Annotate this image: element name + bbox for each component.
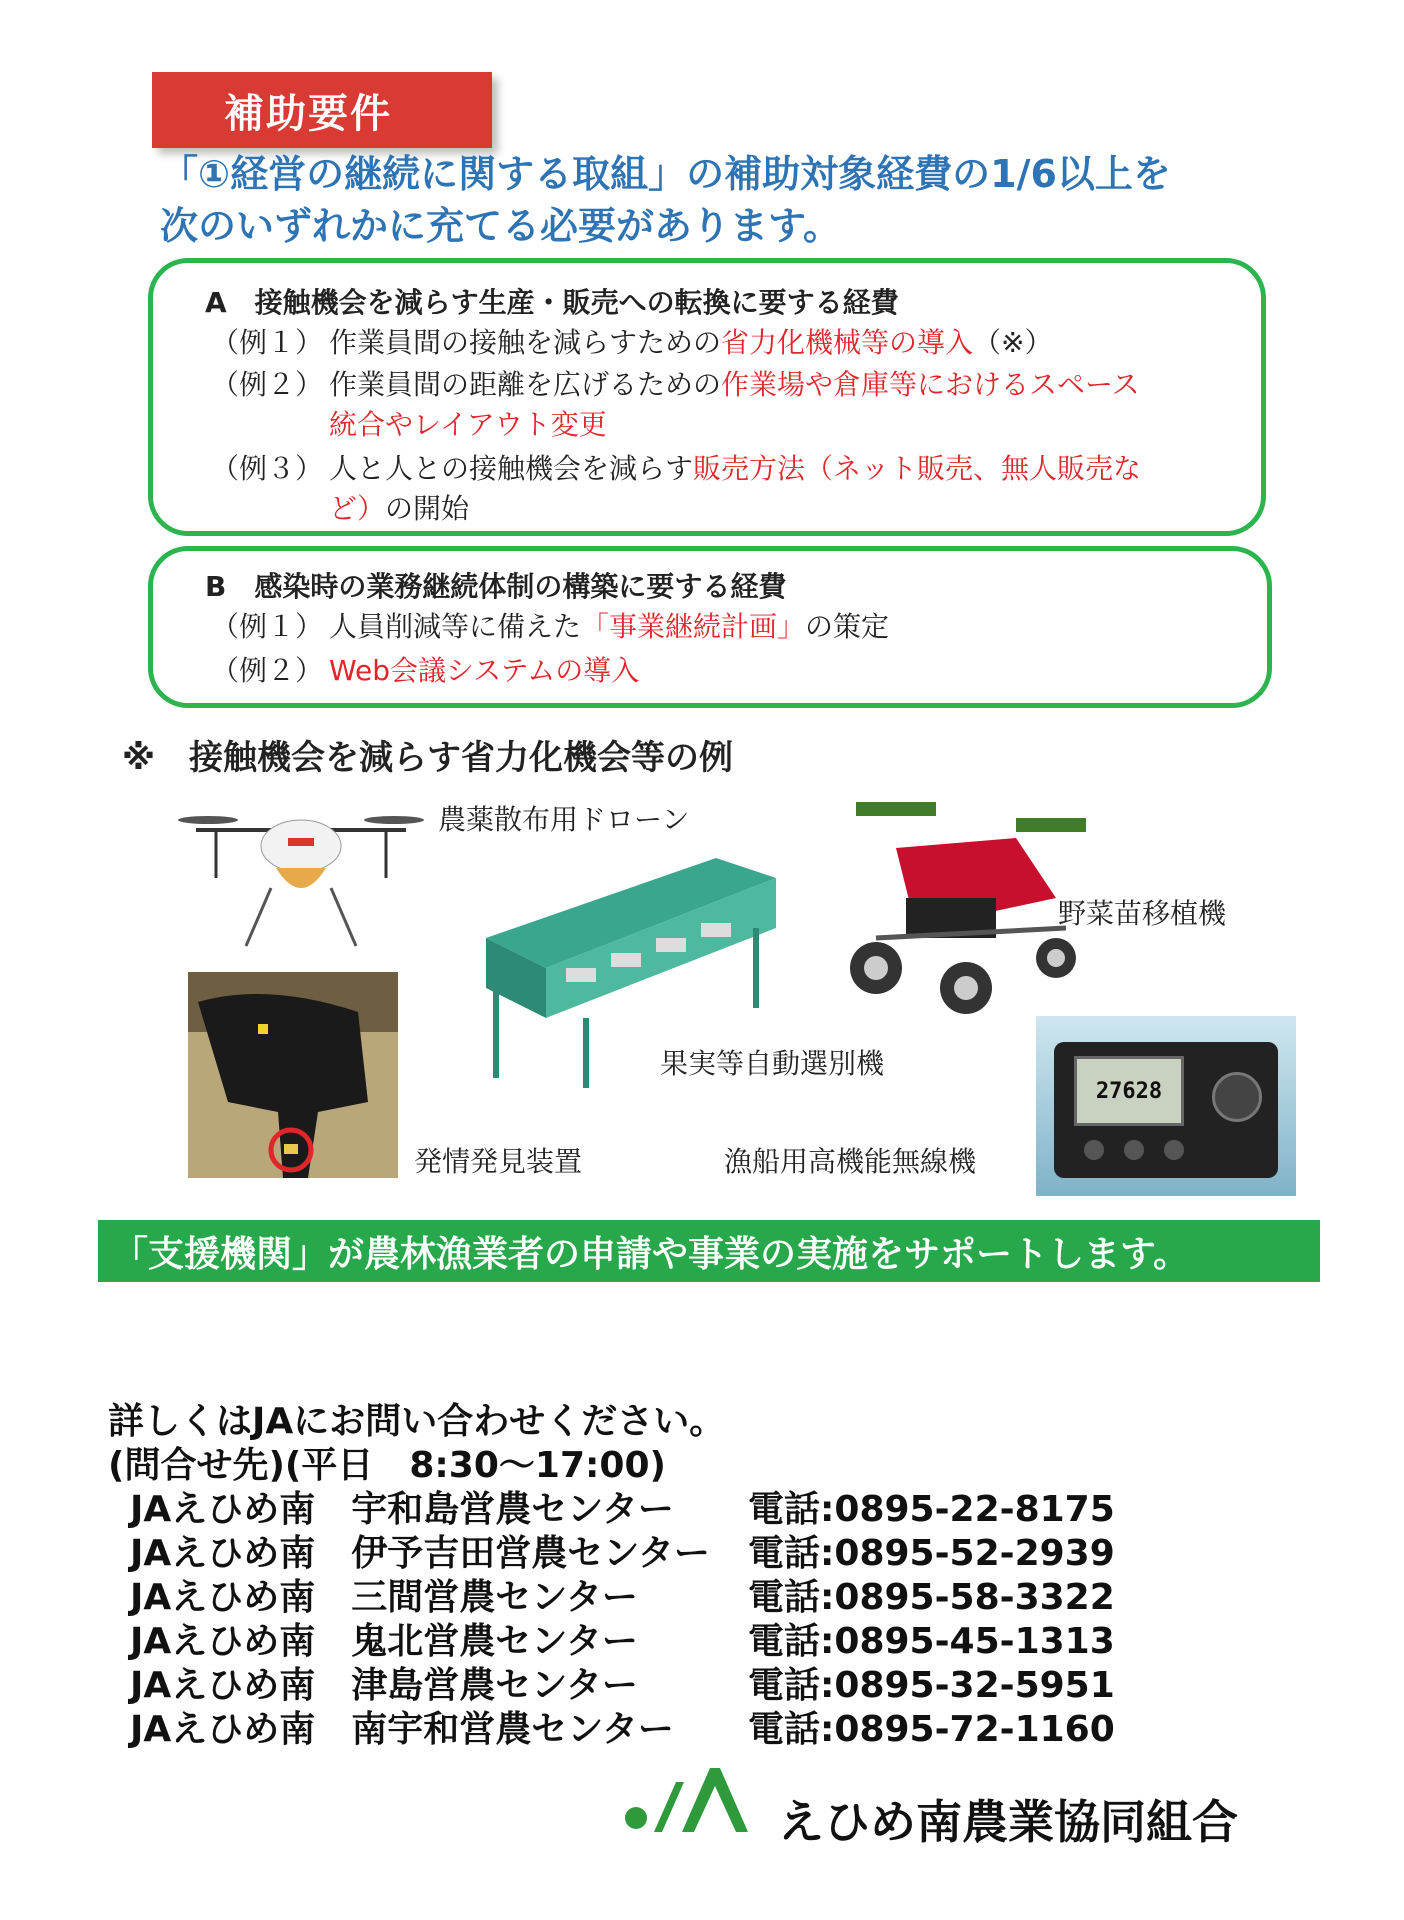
ja-logo-icon <box>624 1762 754 1838</box>
example-label: （例１） <box>211 610 324 643</box>
support-banner: 「支援機関」が農林漁業者の申請や事業の実施をサポートします。 <box>98 1220 1320 1282</box>
category-a-box <box>148 258 1266 536</box>
radio-knob <box>1212 1072 1262 1122</box>
contact-section <box>108 1400 1115 1752</box>
office-phone: 電話:0895-72-1160 <box>748 1709 1115 1750</box>
transplanter-caption: 野菜苗移植機 <box>1058 897 1227 930</box>
contact-intro: 詳しくはJAにお問い合わせください。 <box>108 1401 726 1442</box>
radio-button <box>1084 1140 1104 1160</box>
example-highlight-cont: ど） <box>329 492 386 525</box>
example-highlight: Web会議システムの導入 <box>329 654 640 687</box>
office-phone: 電話:0895-22-8175 <box>748 1489 1115 1530</box>
office-row <box>108 1576 1115 1620</box>
office-name: JAえひめ南 宇和島営農センター <box>130 1489 674 1530</box>
category-a-example-3 <box>211 449 1251 529</box>
office-row <box>108 1532 1115 1576</box>
example-suffix: の開始 <box>385 492 470 525</box>
office-row <box>108 1664 1115 1708</box>
example-suffix: の策定 <box>805 610 890 643</box>
example-label: （例３） <box>211 452 324 485</box>
sorter-caption: 果実等自動選別機 <box>660 1047 885 1080</box>
category-b-title: B 感染時の業務継続体制の構築に要する経費 <box>205 570 787 603</box>
example-text: 人と人との接触機会を減らす <box>329 452 694 485</box>
category-b-box <box>148 546 1272 708</box>
organization-name: えひめ南農業協同組合 <box>778 1795 1238 1849</box>
radio-caption: 漁船用高機能無線機 <box>724 1145 977 1178</box>
radio-button <box>1164 1140 1184 1160</box>
office-phone: 電話:0895-32-5951 <box>748 1665 1115 1706</box>
estrus-detector-image <box>188 972 398 1178</box>
office-phone: 電話:0895-45-1313 <box>748 1621 1115 1662</box>
category-a-title: A 接触機会を減らす生産・販売への転換に要する経費 <box>205 286 899 319</box>
example-suffix: （※） <box>973 326 1053 359</box>
example-highlight: 作業場や倉庫等におけるスペース <box>721 368 1140 401</box>
office-name: JAえひめ南 鬼北営農センター <box>130 1621 638 1662</box>
example-text: 人員削減等に備えた <box>329 610 582 643</box>
office-row <box>108 1488 1115 1532</box>
intro-line-2: 次のいずれかに充てる必要があります。 <box>160 204 841 248</box>
intro-text <box>160 148 1280 252</box>
office-row <box>108 1620 1115 1664</box>
radio-display: 27628 <box>1074 1056 1184 1126</box>
example-text: 作業員間の接触を減らすための <box>329 326 722 359</box>
category-b-example-2 <box>211 651 1251 691</box>
office-name: JAえひめ南 南宇和営農センター <box>130 1709 674 1750</box>
radio-image <box>1036 1016 1296 1196</box>
category-b-example-1 <box>211 607 1251 647</box>
example-label: （例２） <box>211 654 324 687</box>
estrus-detector-caption: 発情発見装置 <box>414 1145 583 1178</box>
intro-line-1: 「①経営の継続に関する取組」の補助対象経費の1/6以上を <box>160 152 1171 196</box>
example-text: 作業員間の距離を広げるための <box>329 368 722 401</box>
category-a-example-1 <box>211 323 1251 363</box>
office-row <box>108 1708 1115 1752</box>
examples-heading: ※ 接触機会を減らす省力化機会等の例 <box>122 738 734 778</box>
office-phone: 電話:0895-52-2939 <box>748 1533 1115 1574</box>
radio-body <box>1054 1042 1278 1178</box>
contact-hours: (問合せ先)(平日 8:30～17:00) <box>108 1445 666 1486</box>
office-name: JAえひめ南 伊予吉田営農センター <box>130 1533 710 1574</box>
example-highlight-cont: 統合やレイアウト変更 <box>329 408 607 441</box>
example-highlight: 販売方法（ネット販売、無人販売な <box>693 452 1142 485</box>
example-highlight: 省力化機械等の導入 <box>721 326 974 359</box>
radio-button <box>1124 1140 1144 1160</box>
example-highlight: 「事業継続計画」 <box>581 610 806 643</box>
category-a-example-2 <box>211 365 1251 445</box>
example-label: （例１） <box>211 326 324 359</box>
office-name: JAえひめ南 三間営農センター <box>130 1577 638 1618</box>
office-phone: 電話:0895-58-3322 <box>748 1577 1115 1618</box>
drone-image <box>176 798 426 948</box>
requirements-badge: 補助要件 <box>152 72 492 148</box>
transplanter-image <box>836 778 1096 1018</box>
example-label: （例２） <box>211 368 324 401</box>
drone-caption: 農薬散布用ドローン <box>438 803 690 836</box>
office-name: JAえひめ南 津島営農センター <box>130 1665 638 1706</box>
